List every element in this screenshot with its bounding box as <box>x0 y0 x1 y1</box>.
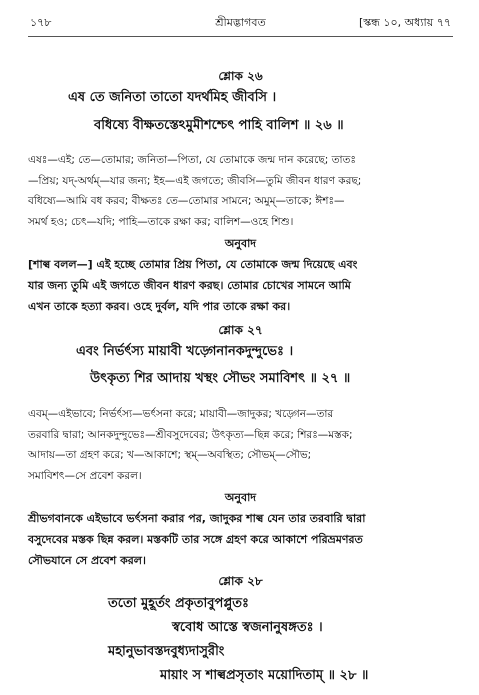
synonym-line: বধিষ্যে—আমি বধ করব; বীক্ষতঃ তে—তোমার সামনে; অমুম্—তাকে; ঈশঃ— <box>28 195 345 207</box>
translation-line: যার জন্য তুমি এই জগতে জীবন ধারণ করছ। তোমার চোখের সামনে আমি <box>28 279 351 292</box>
translation-line: বসুদেবের মস্তক ছিন্ন করল। মস্তকটি তার সঙ্গে গ্রহণ করে আকাশে পরিভ্রমণরত <box>28 533 363 546</box>
page-header <box>30 14 451 32</box>
synonym-line: —প্রিয়; যদ্-অর্থম্—যার জন্য; ইহ—এই জগতে; জীবসি—তুমি জীবন ধারণ করছ; <box>28 174 362 187</box>
verse-26-synonyms <box>28 150 453 232</box>
synonym-line: আদায়—তা গ্রহণ করে; খ—আকাশে; স্থম্—অবস্থিত; সৌভম্—সৌভ; <box>28 449 312 461</box>
verse-26-line-2: বধিষ্যে বীক্ষতস্তেঽমুমীশশ্চেৎ পাহি বালিশ ॥ ২৬ ॥ <box>94 118 344 133</box>
synonym-line: সমর্থ হও; চেৎ—যদি; পাহি—তাকে রক্ষা কর; বালিশ—ওহে শিশু। <box>28 215 294 228</box>
verse-28-heading: শ্লোক ২৮ <box>218 574 263 588</box>
verse-28-line-4: মায়াং স শাল্বপ্রসৃতাং ময়োদিতাম্ ॥ ২৮ ॥ <box>160 668 369 683</box>
synonym-line: সমাবিশৎ—সে প্রবেশ করল। <box>28 469 142 482</box>
verse-27-line-1: এবং নির্ভর্ৎস্য মায়াবী খড়্গেনানকদুন্দুভেঃ । <box>76 344 294 359</box>
verse-27-translation <box>28 508 453 571</box>
translation-line: [শাল্ব বলল—] এই হচ্ছে তোমার প্রিয় পিতা, যে তোমাকে জন্ম দিয়েছে এবং <box>28 258 358 271</box>
verse-27-line-2: উৎকৃত্য শির আদায় খস্থং সৌভং সমাবিশৎ ॥ ২৭ ॥ <box>90 371 351 386</box>
verse-26-translation <box>28 254 453 317</box>
verse-26-heading: শ্লোক ২৬ <box>218 69 263 83</box>
translation-line: শ্রীভগবানকে এইভাবে ভর্ৎসনা করার পর, জাদুকর শাল্ব যেন তার তরবারি দ্বারা <box>28 512 366 525</box>
page-number: ১৭৮ <box>30 16 52 29</box>
synonym-line: তরবারি দ্বারা; আনকদুন্দুভেঃ—শ্রীবসুদেবের; উৎকৃত্য—ছিন্ন করে; শিরঃ—মস্তক; <box>28 428 353 441</box>
verse-27-heading: শ্লোক ২৭ <box>218 323 263 337</box>
verse-26-translation-heading: অনুবাদ <box>224 237 257 250</box>
synonym-line: এবম্—এইভাবে; নির্ভর্ৎস্য—ভর্ৎসনা করে; মায়াবী—জাদুকর; খড়্গেন—তার <box>28 408 334 420</box>
translation-line: সৌভযানে সে প্রবেশ করল। <box>28 554 146 567</box>
verse-28-line-3: মহানুভাবস্তদবুধ্যদাসুরীং <box>108 644 225 659</box>
chapter-reference: [স্কন্ধ ১০, অধ্যায় ৭৭ <box>358 16 451 29</box>
translation-line: এখন তাকে হত্যা করব। ওহে দুর্বল, যদি পার তাকে রক্ষা কর। <box>28 300 291 313</box>
verse-28-line-2: স্ববোধ আস্তে স্বজনানুষঙ্গতঃ । <box>172 620 323 635</box>
header-divider <box>28 36 453 37</box>
verse-27-translation-heading: অনুবাদ <box>224 491 257 504</box>
synonym-line: এষঃ—এই; তে—তোমার; জনিতা—পিতা, যে তোমাকে জন্ম দান করেছে; তাতঃ <box>28 154 357 166</box>
verse-27-synonyms <box>28 404 453 486</box>
book-title: শ্রীমদ্ভাগবত <box>215 16 266 29</box>
verse-28-line-1: ততো মুহূর্তং প্রকৃতাবুপপ্লুতঃ <box>108 596 249 611</box>
verse-26-line-1: এষ তে জনিতা তাতো যদর্থমিহ জীবসি । <box>68 90 277 105</box>
